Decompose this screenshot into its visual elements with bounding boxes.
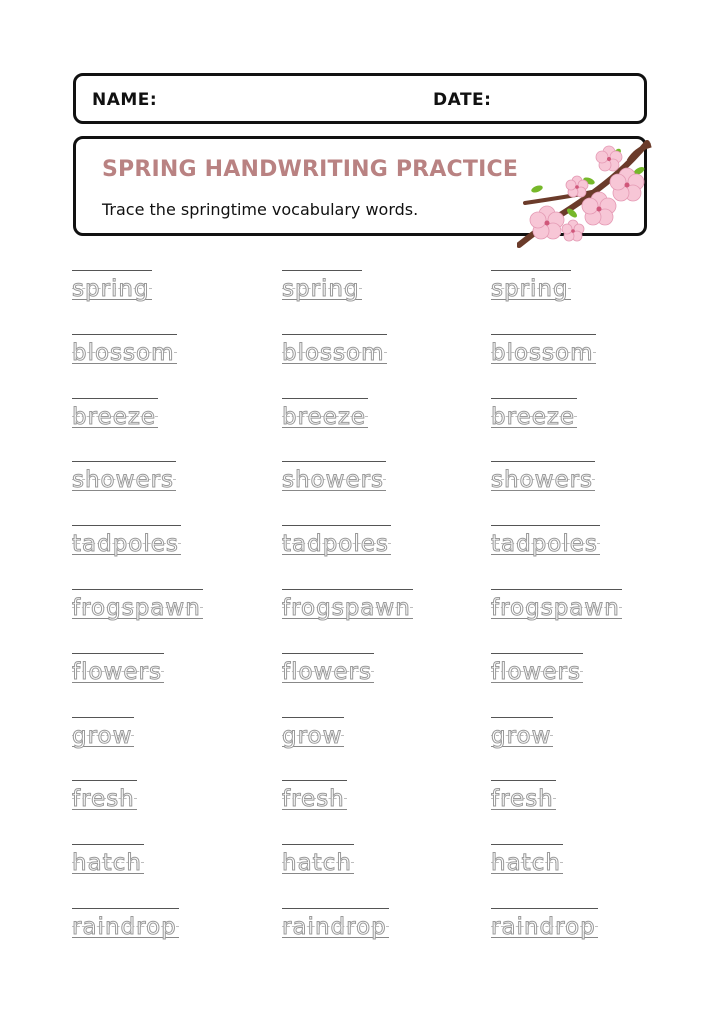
guide-line xyxy=(282,780,347,781)
trace-word-text: showers xyxy=(491,467,594,494)
trace-word-text: flowers xyxy=(72,658,162,685)
trace-word-showers-2 xyxy=(282,461,386,501)
trace-word-hatch-2 xyxy=(282,844,354,884)
trace-word-text: grow xyxy=(282,722,343,749)
trace-word-text: spring xyxy=(72,276,150,302)
trace-word-showers-1 xyxy=(72,461,176,501)
trace-word-text: fresh xyxy=(491,786,554,813)
guide-line xyxy=(72,908,179,909)
trace-word-text: fresh xyxy=(72,786,135,813)
guide-line xyxy=(72,398,158,399)
trace-word-frogspawn-2 xyxy=(282,589,413,629)
guide-line xyxy=(491,398,577,399)
trace-word-flowers-1 xyxy=(72,653,164,693)
name-label: NAME: xyxy=(92,90,158,110)
guide-line xyxy=(491,653,583,654)
trace-word-text: breeze xyxy=(491,403,576,430)
trace-word-text: hatch xyxy=(491,850,561,877)
guide-line xyxy=(491,589,622,590)
trace-word-flowers-3 xyxy=(491,653,583,693)
guide-line xyxy=(72,461,176,462)
guide-line xyxy=(72,844,144,845)
trace-word-frogspawn-1 xyxy=(72,589,203,629)
guide-line xyxy=(72,525,181,526)
sheet-instruction: Trace the springtime vocabulary words. xyxy=(102,200,419,219)
trace-word-showers-3 xyxy=(491,461,595,501)
trace-word-tadpoles-3 xyxy=(491,525,600,565)
guide-line xyxy=(282,525,391,526)
trace-word-grow-2 xyxy=(282,717,344,757)
trace-word-hatch-3 xyxy=(491,844,563,884)
trace-word-text: grow xyxy=(491,722,552,749)
date-label: DATE: xyxy=(433,90,492,110)
guide-line xyxy=(282,717,344,718)
trace-word-text: frogspawn xyxy=(72,595,201,621)
trace-word-blossom-2 xyxy=(282,334,387,374)
guide-line xyxy=(491,780,556,781)
trace-word-raindrop-2 xyxy=(282,908,389,948)
trace-word-breeze-3 xyxy=(491,398,577,438)
trace-word-spring-1 xyxy=(72,270,152,310)
trace-word-text: flowers xyxy=(282,658,372,685)
trace-word-fresh-1 xyxy=(72,780,137,820)
guide-line xyxy=(491,717,553,718)
guide-line xyxy=(282,589,413,590)
trace-word-text: frogspawn xyxy=(491,595,620,621)
trace-word-spring-3 xyxy=(491,270,571,310)
trace-word-text: frogspawn xyxy=(282,595,411,621)
guide-line xyxy=(72,589,203,590)
trace-word-text: tadpoles xyxy=(491,531,598,558)
trace-word-text: raindrop xyxy=(491,914,596,940)
guide-line xyxy=(72,653,164,654)
trace-word-text: showers xyxy=(72,467,175,494)
guide-line xyxy=(282,461,386,462)
guide-line xyxy=(72,334,177,335)
trace-word-fresh-3 xyxy=(491,780,556,820)
trace-word-text: hatch xyxy=(72,850,142,877)
guide-line xyxy=(491,461,595,462)
guide-line xyxy=(282,844,354,845)
trace-word-text: blossom xyxy=(491,339,594,366)
trace-word-frogspawn-3 xyxy=(491,589,622,629)
trace-word-text: spring xyxy=(491,276,569,302)
guide-line xyxy=(282,270,362,271)
trace-word-text: tadpoles xyxy=(72,531,179,558)
trace-word-grow-3 xyxy=(491,717,553,757)
trace-word-text: showers xyxy=(282,467,385,494)
trace-word-hatch-1 xyxy=(72,844,144,884)
trace-word-text: blossom xyxy=(72,339,175,366)
guide-line xyxy=(491,525,600,526)
guide-line xyxy=(491,334,596,335)
guide-line xyxy=(282,908,389,909)
trace-word-text: breeze xyxy=(282,403,367,430)
trace-word-grow-1 xyxy=(72,717,134,757)
guide-line xyxy=(282,653,374,654)
trace-word-text: flowers xyxy=(491,658,581,685)
trace-word-breeze-2 xyxy=(282,398,368,438)
guide-line xyxy=(491,270,571,271)
trace-word-text: blossom xyxy=(282,339,385,366)
trace-word-text: tadpoles xyxy=(282,531,389,558)
trace-word-raindrop-3 xyxy=(491,908,598,948)
trace-word-spring-2 xyxy=(282,270,362,310)
guide-line xyxy=(491,844,563,845)
guide-line xyxy=(72,717,134,718)
trace-word-flowers-2 xyxy=(282,653,374,693)
trace-word-tadpoles-1 xyxy=(72,525,181,565)
guide-line xyxy=(491,908,598,909)
guide-line xyxy=(72,780,137,781)
trace-word-blossom-3 xyxy=(491,334,596,374)
trace-word-tadpoles-2 xyxy=(282,525,391,565)
trace-word-text: hatch xyxy=(282,850,352,877)
guide-line xyxy=(72,270,152,271)
guide-line xyxy=(282,398,368,399)
trace-word-text: grow xyxy=(72,722,133,749)
guide-line xyxy=(282,334,387,335)
sheet-title: SPRING HANDWRITING PRACTICE xyxy=(102,157,519,182)
trace-word-text: fresh xyxy=(282,786,345,813)
trace-word-fresh-2 xyxy=(282,780,347,820)
trace-word-text: raindrop xyxy=(72,914,177,940)
trace-word-breeze-1 xyxy=(72,398,158,438)
trace-word-raindrop-1 xyxy=(72,908,179,948)
trace-word-text: breeze xyxy=(72,403,157,430)
trace-word-text: spring xyxy=(282,276,360,302)
trace-word-blossom-1 xyxy=(72,334,177,374)
trace-word-text: raindrop xyxy=(282,914,387,940)
